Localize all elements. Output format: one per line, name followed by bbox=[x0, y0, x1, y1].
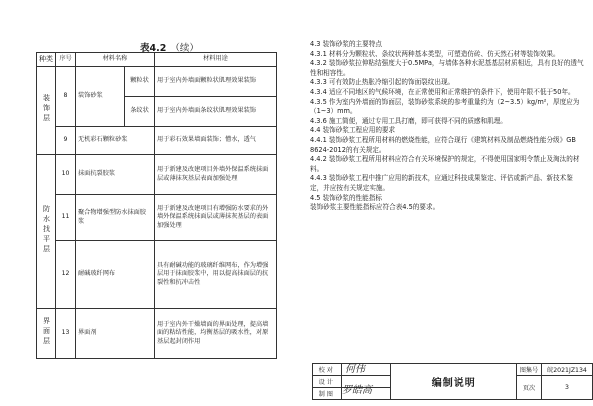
section-heading: 4.5 装饰砂浆的性能指标 bbox=[310, 193, 382, 202]
row-no: 12 bbox=[56, 241, 76, 309]
paragraph: 4.4.1 装饰砂浆工程所用材料的燃烧性能，应符合现行《建筑材料及制品燃烧性能分级》GB 8624-2012的有关规定。 bbox=[310, 135, 576, 154]
material-use: 用于室内外墙面条纹状肌理效果装饰 bbox=[155, 97, 277, 127]
paragraph: 4.3.6 施工简便，通过专用工具打磨，即可获得不同的质感和肌理。 bbox=[310, 116, 507, 125]
paragraph: 4.3.2 装饰砂浆拉伸粘结强度大于0.5MPa，与墙体各种水泥基基层材质相近，具有良好的透气性和相容性。 bbox=[310, 59, 584, 77]
row-no: 13 bbox=[56, 309, 76, 359]
check-label: 校对 bbox=[313, 364, 342, 376]
paragraph: 4.3.4 适应不同地区的气候环境，在正常使用和正常维护的条件下，使用年限不低于50年。 bbox=[310, 87, 575, 96]
header-no: 序号 bbox=[56, 53, 76, 67]
table-row bbox=[37, 127, 277, 155]
paragraph: 4.3.1 材料分为颗粒状、条纹状两种基本类型，可塑造仿砖、仿天然石材等装饰效果。 bbox=[310, 49, 560, 58]
drawing-title: 编制说明 bbox=[391, 364, 517, 400]
header-name: 材料名称 bbox=[76, 53, 155, 67]
table-header-row bbox=[37, 53, 277, 67]
paragraph: 4.3.5 作为室内外墙面的饰面层，装饰砂浆系统的参考重量约为（2~3.5）kg/m²，厚度应为（1~3）mm。 bbox=[310, 97, 580, 116]
row-no: 9 bbox=[56, 127, 76, 155]
table-row bbox=[37, 195, 277, 241]
material-use: 用于室内外干燥墙面的界面处理，提高墙面的粘结性能，均衡基层的吸水性，对原基层起封闭作用 bbox=[155, 309, 277, 359]
paragraph: 4.4.3 装饰砂浆工程中推广应用的新技术，应通过科技成果鉴定、评估或新产品、新技术鉴定，并应按有关规定实施。 bbox=[310, 174, 573, 192]
material-name: 聚合物增强型防水抹面胶浆 bbox=[76, 195, 155, 241]
row-no: 11 bbox=[56, 195, 76, 241]
material-use: 用于新建及改建项目外墙外保温系统抹面层或薄抹灰基层表面加强处理 bbox=[155, 155, 277, 195]
material-use: 具有耐碱功能的玻璃纤维网布，作为增强层用于抹面胶浆中，用以提高抹面层的抗裂性和抗冲击性 bbox=[155, 241, 277, 309]
materials-table bbox=[36, 52, 277, 359]
paragraph: 4.4.2 装饰砂浆工程所用材料应符合有关环境保护的规定，不得使用国家明令禁止及淘汰的材料。 bbox=[310, 155, 580, 173]
material-use: 用于新建及改建项目有增强防水要求的外墙外保温系统抹面层或薄抹灰基层的表面加强处理 bbox=[155, 195, 277, 241]
category-cell: 界面层 bbox=[37, 309, 56, 359]
page-label: 页次 bbox=[517, 376, 542, 400]
table-row bbox=[37, 67, 277, 97]
paragraph: 装饰砂浆主要性能指标应符合表4.5的要求。 bbox=[310, 203, 440, 212]
material-type: 条纹状 bbox=[125, 97, 155, 127]
material-use: 用于彩石效果墙面装饰；憎水，透气 bbox=[155, 127, 277, 155]
row-no: 10 bbox=[56, 155, 76, 195]
table-row bbox=[37, 309, 277, 359]
atlas-label: 图集号 bbox=[517, 364, 542, 376]
category-cell: 防水找平层 bbox=[37, 155, 56, 309]
section-heading: 4.3 装饰砂浆的主要特点 bbox=[310, 40, 382, 48]
row-no: 8 bbox=[56, 67, 76, 127]
header-use: 材料用途 bbox=[155, 53, 277, 67]
material-name: 界面剂 bbox=[76, 309, 155, 359]
atlas-number: 皖2021JZ134 bbox=[541, 364, 592, 376]
draw-label: 制图 bbox=[313, 388, 342, 400]
table-title: 表4.2 （续） bbox=[140, 43, 199, 54]
material-name: 抹面抗裂胶浆 bbox=[76, 155, 155, 195]
notes-text bbox=[310, 40, 585, 213]
page-number: 3 bbox=[541, 376, 592, 400]
handwritten-signature: 何伟 bbox=[345, 364, 365, 375]
category-cell: 装饰层 bbox=[37, 67, 56, 155]
material-name: 装饰砂浆 bbox=[76, 67, 125, 127]
material-type: 颗粒状 bbox=[125, 67, 155, 97]
material-name: 无机彩石颗粒砂浆 bbox=[76, 127, 155, 155]
design-label: 设计 bbox=[313, 376, 342, 388]
paragraph: 4.3.3 可有效防止热胀冷缩引起的饰面裂纹出现。 bbox=[310, 78, 455, 87]
material-use: 用于室内外墙面颗粒状肌理效果装饰 bbox=[155, 67, 277, 97]
section-heading: 4.4 装饰砂浆工程应用的要求 bbox=[310, 126, 396, 135]
table-row bbox=[37, 241, 277, 309]
table-row bbox=[37, 155, 277, 195]
header-category: 种类 bbox=[37, 53, 56, 67]
material-name: 耐碱玻纤网布 bbox=[76, 241, 155, 309]
handwritten-signature: 罗皓高 bbox=[342, 385, 372, 396]
